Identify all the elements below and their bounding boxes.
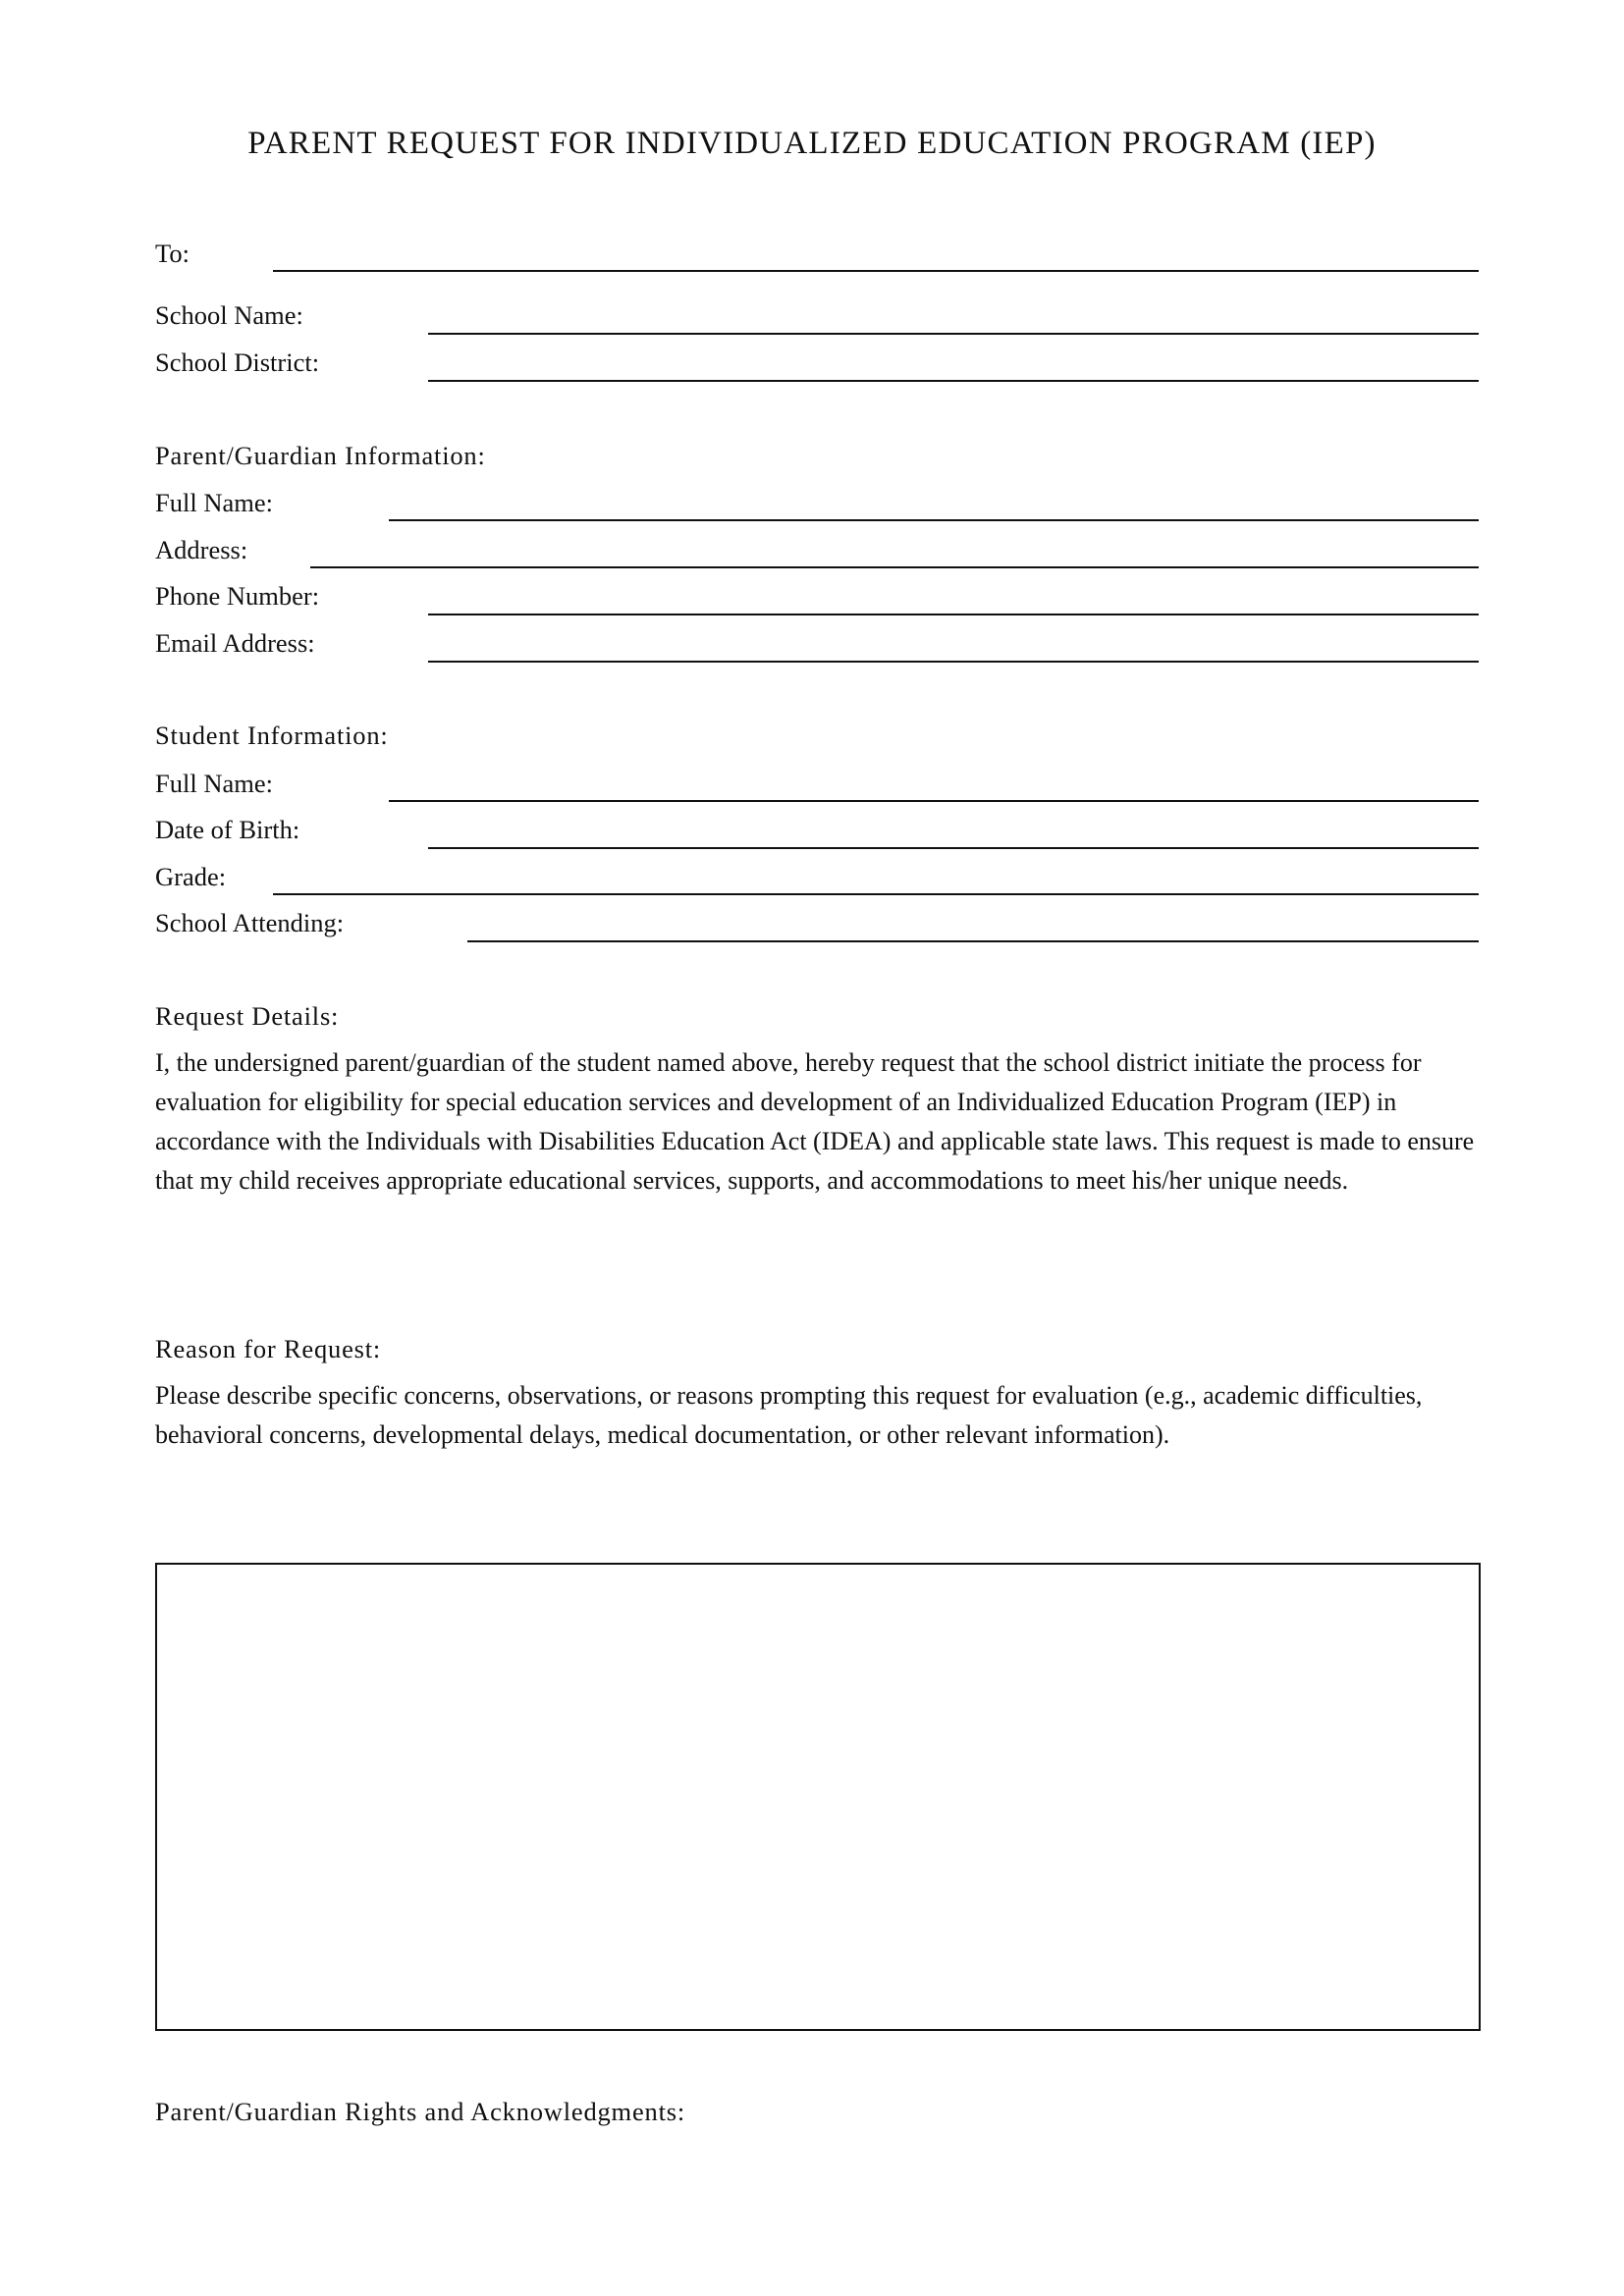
student-full-name-label: Full Name: [155, 769, 273, 798]
rights-heading: Parent/Guardian Rights and Acknowledgments: [155, 2097, 686, 2126]
reason-heading: Reason for Request: [155, 1334, 382, 1363]
parent-full-name-label: Full Name: [155, 488, 273, 517]
email-field[interactable] [428, 636, 1479, 663]
parent-info-heading: Parent/Guardian Information: [155, 441, 486, 470]
address-field[interactable] [310, 542, 1479, 568]
school-attending-label: School Attending: [155, 908, 345, 937]
phone-label: Phone Number: [155, 581, 320, 611]
to-field[interactable] [273, 245, 1479, 272]
school-district-label: School District: [155, 347, 320, 377]
phone-field[interactable] [428, 589, 1479, 615]
address-label: Address: [155, 535, 248, 564]
school-district-field[interactable] [428, 355, 1479, 382]
school-name-field[interactable] [428, 308, 1479, 335]
dob-field[interactable] [428, 823, 1479, 849]
student-info-heading: Student Information: [155, 721, 389, 750]
email-label: Email Address: [155, 628, 315, 658]
reason-instructions: Please describe specific concerns, observations, or reasons prompting this request for evaluation (e.g., academic difficulties, behavioral concerns, developmental delays, medical documentation, or other relevant information). [155, 1381, 1423, 1449]
to-label: To: [155, 239, 189, 268]
request-details-text: I, the undersigned parent/guardian of the student named above, hereby request that the school district initiate the process for evaluation for eligibility for special education services and development of an Individualized Education Program (IEP) in accordance with the Individuals with Disabilities Education Act (IDEA) and applicable state laws. This request is made to ensure that my child receives appropriate educational services, supports, and accommodations to meet his/her unique needs. [155, 1048, 1475, 1195]
request-details-heading: Request Details: [155, 1001, 340, 1031]
parent-full-name-field[interactable] [389, 495, 1479, 521]
reason-textarea[interactable] [155, 1563, 1481, 2031]
school-name-label: School Name: [155, 300, 303, 330]
school-attending-field[interactable] [467, 916, 1479, 942]
grade-label: Grade: [155, 862, 227, 891]
grade-field[interactable] [273, 869, 1479, 895]
page-title: PARENT REQUEST FOR INDIVIDUALIZED EDUCATION PROGRAM (IEP) [247, 126, 1377, 161]
dob-label: Date of Birth: [155, 815, 300, 844]
student-full-name-field[interactable] [389, 775, 1479, 802]
